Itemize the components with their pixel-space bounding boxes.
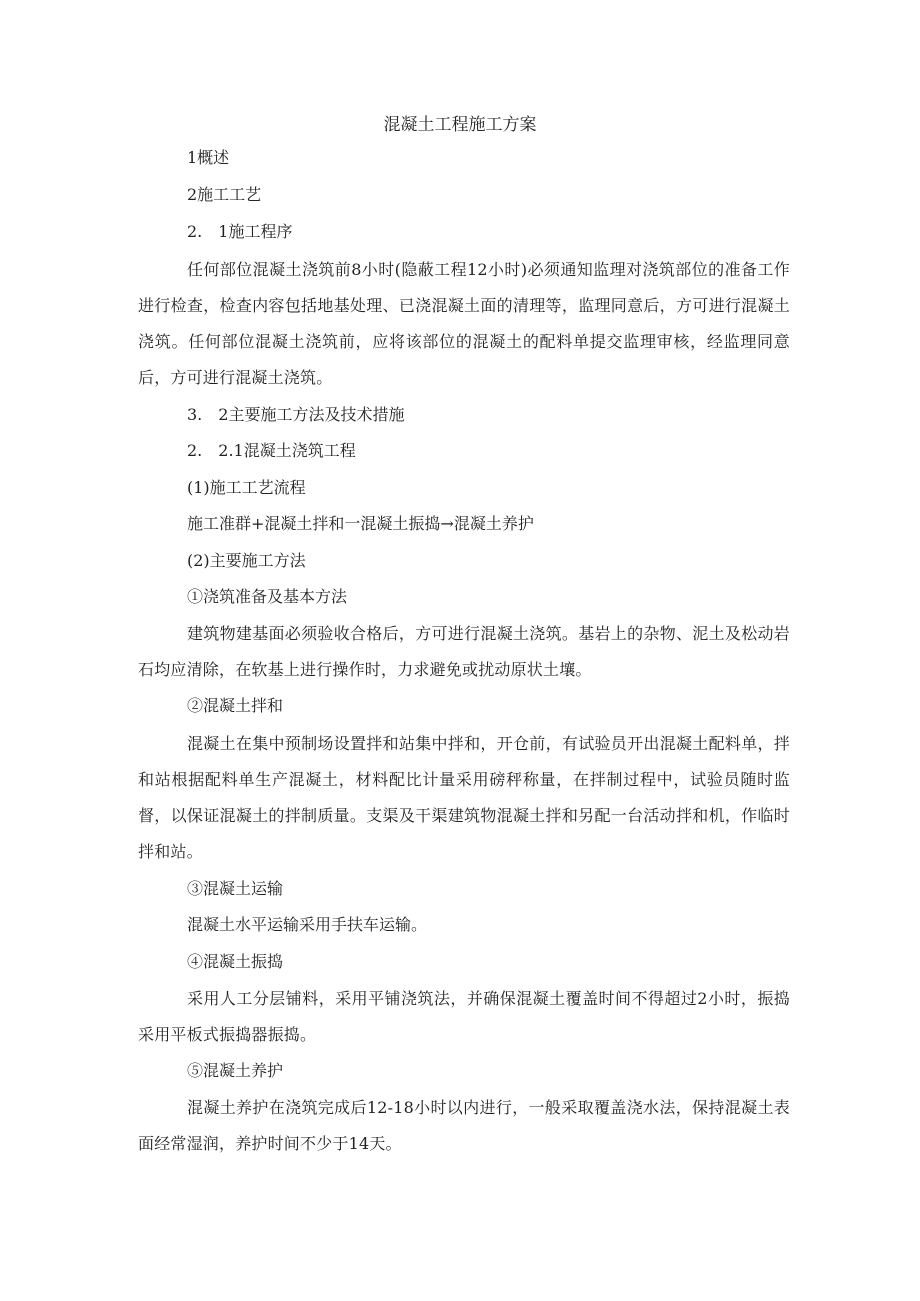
heading-overview: 1概述 — [187, 148, 230, 167]
paragraph-concrete-transport: 混凝土水平运输采用手扶车运输。 — [187, 915, 428, 934]
heading-main-methods: 3. 2主要施工方法及技术措施 — [187, 405, 405, 424]
heading-construction-procedure: 2. 1施工程序 — [187, 222, 293, 241]
paragraph-concrete-mixing: 混凝土在集中预制场设置拌和站集中拌和，开仓前，有试验员开出混凝土配料单，拌和站根据配料单生产混凝土，材料配比计量采用磅秤称量，在拌制过程中，试验员随时监督，以保证混凝土的拌制质量。支渠及干渠建筑物混凝土拌和另配一台活动拌和机，作临时拌和站。 — [138, 734, 790, 861]
item-pouring-preparation: ①浇筑准备及基本方法 — [187, 587, 348, 606]
paragraph-pouring-preparation: 建筑物建基面必须验收合格后，方可进行混凝土浇筑。基岩上的杂物、泥土及松动岩石均应清除，在软基上进行操作时，力求避免或扰动原状土壤。 — [138, 624, 790, 679]
item-concrete-vibration: ④混凝土振捣 — [187, 952, 284, 971]
item-concrete-transport: ③混凝土运输 — [187, 879, 284, 898]
heading-construction-process: 2施工工艺 — [187, 185, 262, 204]
paragraph-procedure: 任何部位混凝土浇筑前8小时(隐蔽工程12小时)必须通知监理对浇筑部位的准备工作进行检查，检查内容包括地基处理、已浇混凝土面的清理等，监理同意后，方可进行混凝土浇筑。任何部位混凝土浇筑前，应将该部位的混凝土的配料单提交监理审核，经监理同意后，方可进行混凝土浇筑。 — [138, 260, 790, 387]
subheading-process-flow: (1)施工工艺流程 — [187, 478, 306, 497]
paragraph-concrete-curing: 混凝土养护在浇筑完成后12-18小时以内进行，一般采取覆盖浇水法，保持混凝土表面经常湿润，养护时间不少于14天。 — [138, 1098, 790, 1153]
process-flow-text: 施工准群+混凝土拌和一混凝土振捣→混凝土养护 — [187, 514, 534, 533]
paragraph-concrete-vibration: 采用人工分层铺料，采用平铺浇筑法，并确保混凝土覆盖时间不得超过2小时，振捣采用平板式振捣器振捣。 — [138, 989, 790, 1044]
subheading-main-methods: (2)主要施工方法 — [187, 551, 306, 570]
item-concrete-curing: ⑤混凝土养护 — [187, 1061, 284, 1080]
item-concrete-mixing: ②混凝土拌和 — [187, 696, 284, 715]
document-title: 混凝土工程施工方案 — [383, 115, 537, 135]
heading-concrete-pouring: 2. 2.1混凝土浇筑工程 — [187, 441, 356, 460]
